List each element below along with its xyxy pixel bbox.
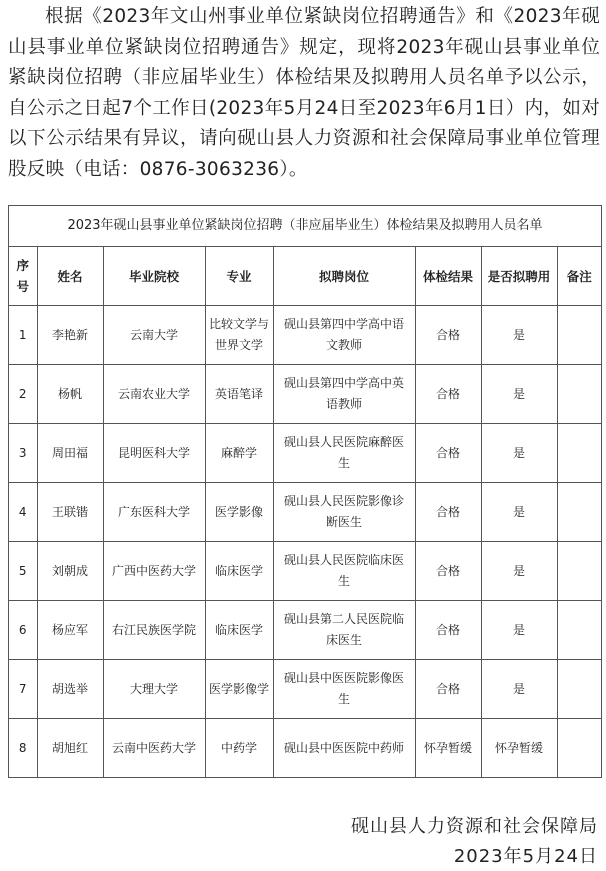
cell-no: 1	[9, 306, 37, 365]
cell-result: 合格	[415, 542, 481, 601]
cell-remark	[557, 483, 601, 542]
cell-result: 合格	[415, 483, 481, 542]
cell-name: 王联锴	[37, 483, 103, 542]
cell-school: 昆明医科大学	[103, 424, 205, 483]
cell-name: 刘朝成	[37, 542, 103, 601]
cell-no: 5	[9, 542, 37, 601]
cell-remark	[557, 660, 601, 719]
cell-major: 临床医学	[205, 542, 273, 601]
cell-no: 6	[9, 601, 37, 660]
table-row	[9, 719, 601, 778]
cell-remark	[557, 424, 601, 483]
cell-post: 砚山县第四中学高中语文教师	[273, 306, 415, 365]
cell-hired: 怀孕暂缓	[481, 719, 557, 778]
cell-post: 砚山县人民医院临床医生	[273, 542, 415, 601]
cell-major: 中药学	[205, 719, 273, 778]
cell-name: 周田福	[37, 424, 103, 483]
cell-result: 合格	[415, 365, 481, 424]
cell-post: 砚山县人民医院影像诊断医生	[273, 483, 415, 542]
cell-no: 3	[9, 424, 37, 483]
header-post: 拟聘岗位	[273, 247, 415, 306]
header-school: 毕业院校	[103, 247, 205, 306]
header-remark: 备注	[557, 247, 601, 306]
cell-school: 云南中医药大学	[103, 719, 205, 778]
cell-remark	[557, 306, 601, 365]
cell-major: 临床医学	[205, 601, 273, 660]
cell-hired: 是	[481, 542, 557, 601]
cell-hired: 是	[481, 424, 557, 483]
table-body	[9, 306, 601, 778]
cell-school: 云南大学	[103, 306, 205, 365]
cell-post: 砚山县人民医院麻醉医生	[273, 424, 415, 483]
cell-result: 合格	[415, 306, 481, 365]
cell-result: 合格	[415, 660, 481, 719]
cell-school: 右江民族医学院	[103, 601, 205, 660]
results-grid	[9, 247, 601, 777]
cell-post: 砚山县中医医院影像医生	[273, 660, 415, 719]
cell-remark	[557, 542, 601, 601]
header-row	[9, 247, 601, 306]
cell-hired: 是	[481, 365, 557, 424]
table-row	[9, 601, 601, 660]
cell-major: 麻醉学	[205, 424, 273, 483]
table-row	[9, 365, 601, 424]
header-hired: 是否拟聘用	[481, 247, 557, 306]
results-table	[8, 205, 602, 778]
cell-hired: 是	[481, 483, 557, 542]
cell-hired: 是	[481, 660, 557, 719]
cell-major: 英语笔译	[205, 365, 273, 424]
issuing-organization: 砚山县人力资源和社会保障局	[351, 816, 598, 837]
table-row	[9, 483, 601, 542]
cell-name: 胡旭红	[37, 719, 103, 778]
cell-name: 杨帆	[37, 365, 103, 424]
cell-name: 胡选举	[37, 660, 103, 719]
cell-no: 4	[9, 483, 37, 542]
cell-school: 大理大学	[103, 660, 205, 719]
cell-school: 广东医科大学	[103, 483, 205, 542]
cell-result: 怀孕暂缓	[415, 719, 481, 778]
cell-no: 7	[9, 660, 37, 719]
table-row	[9, 660, 601, 719]
header-name: 姓名	[37, 247, 103, 306]
cell-no: 2	[9, 365, 37, 424]
cell-school: 云南农业大学	[103, 365, 205, 424]
cell-post: 砚山县第二人民医院临床医生	[273, 601, 415, 660]
header-result: 体检结果	[415, 247, 481, 306]
notice-paragraph: 根据《2023年文山州事业单位紧缺岗位招聘通告》和《2023年砚山县事业单位紧缺岗位招聘通告》规定，现将2023年砚山县事业单位紧缺岗位招聘（非应届毕业生）体检结果及拟聘用人员名单予以公示，自公示之日起7个工作日(2023年5月24日至2023年6月1日）内，如对以下公示结果有异议，请向砚山县人力资源和社会保障局事业单位管理股反映（电话：0876-3063236）。	[8, 6, 600, 180]
cell-remark	[557, 719, 601, 778]
cell-post: 砚山县第四中学高中英语教师	[273, 365, 415, 424]
cell-name: 李艳新	[37, 306, 103, 365]
cell-hired: 是	[481, 306, 557, 365]
cell-major: 比较文学与世界文学	[205, 306, 273, 365]
cell-major: 医学影像	[205, 483, 273, 542]
cell-result: 合格	[415, 424, 481, 483]
cell-school: 广西中医药大学	[103, 542, 205, 601]
table-row	[9, 542, 601, 601]
cell-no: 8	[9, 719, 37, 778]
header-major: 专业	[205, 247, 273, 306]
cell-post: 砚山县中医医院中药师	[273, 719, 415, 778]
table-row	[9, 306, 601, 365]
cell-hired: 是	[481, 601, 557, 660]
cell-remark	[557, 365, 601, 424]
cell-major: 医学影像学	[205, 660, 273, 719]
header-no: 序号	[9, 247, 37, 306]
cell-name: 杨应军	[37, 601, 103, 660]
table-caption: 2023年砚山县事业单位紧缺岗位招聘（非应届毕业生）体检结果及拟聘用人员名单	[9, 206, 601, 247]
table-row	[9, 424, 601, 483]
cell-remark	[557, 601, 601, 660]
issue-date: 2023年5月24日	[453, 846, 598, 867]
cell-result: 合格	[415, 601, 481, 660]
